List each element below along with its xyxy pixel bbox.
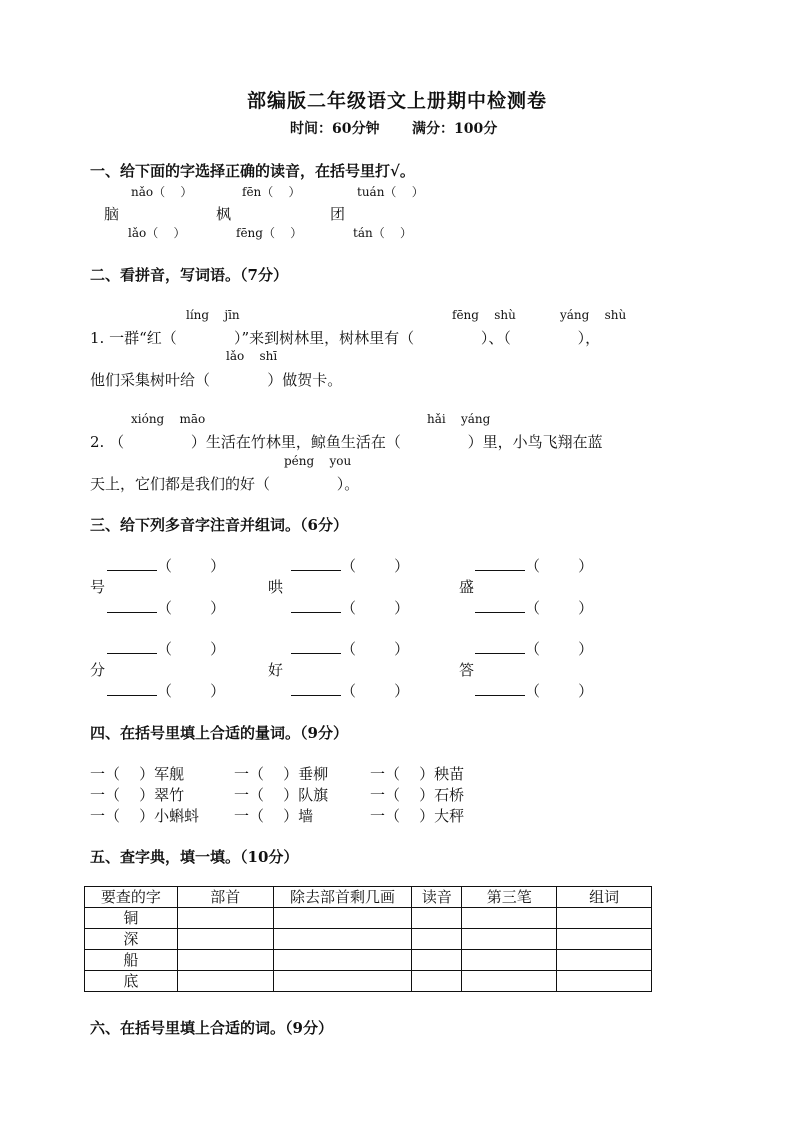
table-header-row xyxy=(85,887,652,908)
answer-cell[interactable] xyxy=(462,929,557,950)
polyphone-char: 号 xyxy=(90,578,106,596)
lookup-char: 底 xyxy=(85,971,178,992)
answer-slot[interactable]: （ ） xyxy=(475,555,593,576)
table-row xyxy=(85,908,652,929)
answer-cell[interactable] xyxy=(557,908,652,929)
section-4-heading: 四、在括号里填上合适的量词。（9分） xyxy=(90,724,348,742)
pinyin-hint: fēng shù xyxy=(452,308,516,322)
measure-word-item: 一（ ）墙 xyxy=(234,807,314,825)
answer-cell[interactable] xyxy=(412,971,462,992)
question-1-line-2: 他们采集树叶给（ ）做贺卡。 xyxy=(90,371,343,389)
answer-cell[interactable] xyxy=(462,971,557,992)
answer-slot[interactable]: （ ） xyxy=(291,555,409,576)
answer-cell[interactable] xyxy=(412,908,462,929)
measure-word-item: 一（ ）翠竹 xyxy=(90,786,185,804)
pinyin-option: tán（ ） xyxy=(353,226,412,240)
measure-word-item: 一（ ）小蝌蚪 xyxy=(90,807,200,825)
answer-slot[interactable]: （ ） xyxy=(107,555,225,576)
section-5-heading: 五、查字典，填一填。（10分） xyxy=(90,848,299,866)
section-1-heading: 一、给下面的字选择正确的读音，在括号里打√。 xyxy=(90,162,415,180)
answer-cell[interactable] xyxy=(412,950,462,971)
answer-slot[interactable]: （ ） xyxy=(475,680,593,701)
table-header: 除去部首剩几画 xyxy=(273,887,412,908)
polyphone-char: 哄 xyxy=(268,578,284,596)
pinyin-hint: xióng māo xyxy=(131,412,206,426)
answer-cell[interactable] xyxy=(462,908,557,929)
measure-word-item: 一（ ）队旗 xyxy=(234,786,329,804)
answer-slot[interactable]: （ ） xyxy=(291,680,409,701)
measure-word-item: 一（ ）石桥 xyxy=(370,786,465,804)
table-header: 要查的字 xyxy=(85,887,178,908)
table-row xyxy=(85,950,652,971)
table-header: 部首 xyxy=(177,887,273,908)
measure-word-item: 一（ ）大秤 xyxy=(370,807,465,825)
answer-slot[interactable]: （ ） xyxy=(291,638,409,659)
answer-cell[interactable] xyxy=(273,971,412,992)
polyphone-char: 分 xyxy=(90,661,106,679)
polyphone-char: 答 xyxy=(459,661,475,679)
table-header: 第三笔 xyxy=(462,887,557,908)
section-3-heading: 三、给下列多音字注音并组词。（6分） xyxy=(90,516,348,534)
answer-cell[interactable] xyxy=(273,908,412,929)
answer-slot[interactable]: （ ） xyxy=(475,597,593,618)
pinyin-option: fēng（ ） xyxy=(236,226,303,240)
pinyin-hint: lǎo shī xyxy=(226,349,278,363)
answer-slot[interactable]: （ ） xyxy=(107,680,225,701)
target-char: 脑 xyxy=(104,205,120,223)
answer-cell[interactable] xyxy=(273,950,412,971)
answer-cell[interactable] xyxy=(177,908,273,929)
polyphone-char: 盛 xyxy=(459,578,475,596)
target-char: 团 xyxy=(330,205,346,223)
measure-word-item: 一（ ）秧苗 xyxy=(370,765,465,783)
pinyin-option: fēn（ ） xyxy=(242,185,301,199)
pinyin-hint: yáng shù xyxy=(560,308,627,322)
pinyin-hint: hǎi yáng xyxy=(427,412,491,426)
dictionary-table xyxy=(84,886,652,992)
time-limit: 时间：60分钟 xyxy=(290,121,380,137)
page-title: 部编版二年级语文上册期中检测卷 xyxy=(246,90,547,112)
lookup-char: 铜 xyxy=(85,908,178,929)
answer-slot[interactable]: （ ） xyxy=(291,597,409,618)
pinyin-hint: péng you xyxy=(284,454,352,468)
pinyin-option: tuán（ ） xyxy=(357,185,424,199)
question-1-line-1: 1. 一群“红（ ）”来到树林里，树林里有（ ）、（ ）， xyxy=(90,329,601,347)
table-row xyxy=(85,971,652,992)
answer-slot[interactable]: （ ） xyxy=(475,638,593,659)
pinyin-option: nǎo（ ） xyxy=(131,185,193,199)
question-2-line-1: 2. （ ）生活在竹林里，鲸鱼生活在（ ）里，小鸟飞翔在蓝 xyxy=(90,433,603,451)
measure-word-item: 一（ ）军舰 xyxy=(90,765,185,783)
lookup-char: 深 xyxy=(85,929,178,950)
table-row xyxy=(85,929,652,950)
pinyin-hint: líng jīn xyxy=(186,308,240,322)
answer-cell[interactable] xyxy=(557,950,652,971)
answer-cell[interactable] xyxy=(273,929,412,950)
answer-cell[interactable] xyxy=(177,971,273,992)
section-2-heading: 二、看拼音，写词语。（7分） xyxy=(90,266,288,284)
polyphone-char: 好 xyxy=(268,661,284,679)
answer-cell[interactable] xyxy=(177,929,273,950)
answer-slot[interactable]: （ ） xyxy=(107,597,225,618)
full-score: 满分：100分 xyxy=(412,121,498,137)
table-header: 读音 xyxy=(412,887,462,908)
section-6-heading: 六、在括号里填上合适的词。（9分） xyxy=(90,1019,333,1037)
lookup-char: 船 xyxy=(85,950,178,971)
answer-cell[interactable] xyxy=(557,971,652,992)
pinyin-option: lǎo（ ） xyxy=(128,226,186,240)
table-header: 组词 xyxy=(557,887,652,908)
answer-slot[interactable]: （ ） xyxy=(107,638,225,659)
question-2-line-2: 天上，它们都是我们的好（ ）。 xyxy=(90,475,360,493)
answer-cell[interactable] xyxy=(177,950,273,971)
target-char: 枫 xyxy=(216,205,232,223)
answer-cell[interactable] xyxy=(412,929,462,950)
answer-cell[interactable] xyxy=(557,929,652,950)
answer-cell[interactable] xyxy=(462,950,557,971)
measure-word-item: 一（ ）垂柳 xyxy=(234,765,329,783)
